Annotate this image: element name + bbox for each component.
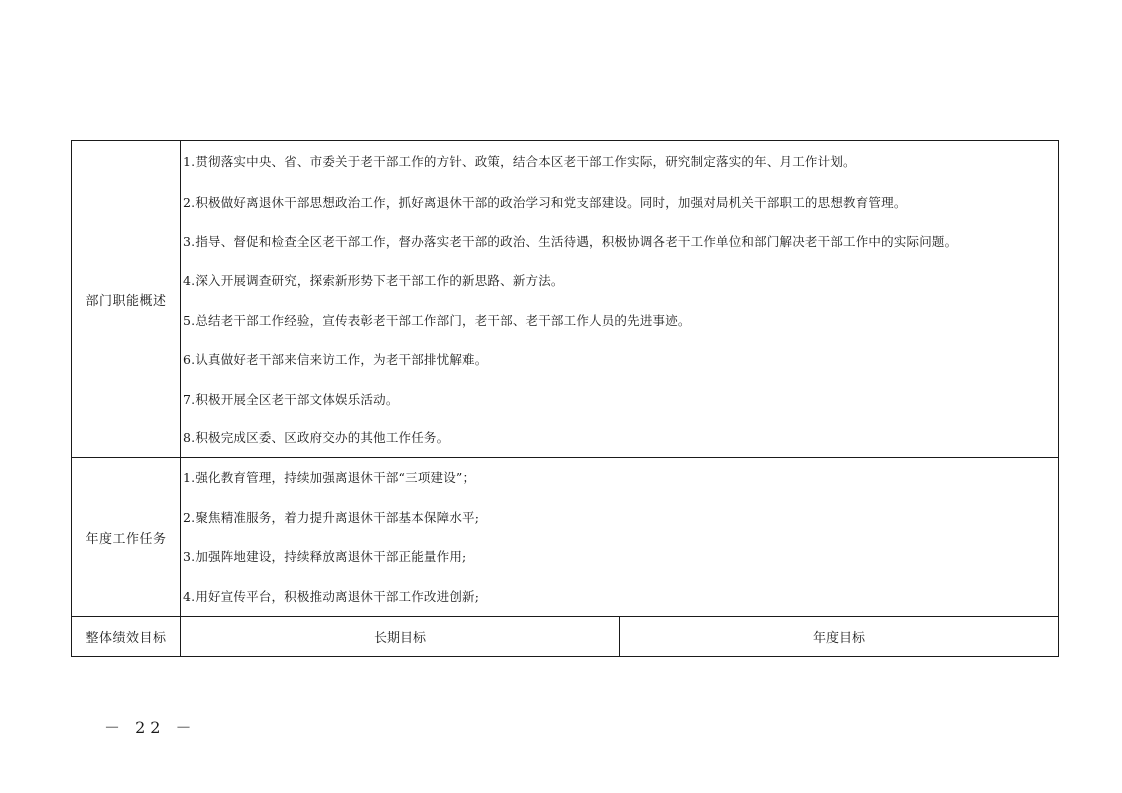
duties-label: 部门职能概述	[72, 141, 181, 458]
goals-label: 整体绩效目标	[72, 617, 181, 657]
duty-item: 5.总结老干部工作经验，宣传表彰老干部工作部门，老干部、老干部工作人员的先进事迹。	[183, 312, 691, 328]
duty-item: 6.认真做好老干部来信来访工作，为老干部排忧解难。	[183, 352, 488, 368]
duty-item: 7.积极开展全区老干部文体娱乐活动。	[183, 391, 399, 407]
goals-row	[72, 617, 1059, 657]
tasks-row	[72, 458, 1059, 617]
tasks-content	[181, 458, 1059, 617]
duty-item: 2.积极做好离退休干部思想政治工作，抓好离退休干部的政治学习和党支部建设。同时，加强对局机关干部职工的思想教育管理。	[183, 194, 907, 210]
duties-content	[181, 141, 1059, 458]
task-item: 3.加强阵地建设，持续释放离退休干部正能量作用;	[183, 549, 467, 565]
duty-item: 4.深入开展调查研究，探索新形势下老干部工作的新思路、新方法。	[183, 273, 564, 289]
duty-item: 8.积极完成区委、区政府交办的其他工作任务。	[183, 430, 450, 446]
tasks-label: 年度工作任务	[72, 458, 181, 617]
task-item: 2.聚焦精准服务，着力提升离退休干部基本保障水平;	[183, 509, 480, 525]
duties-row	[72, 141, 1059, 458]
annual-goal-header: 年度目标	[620, 617, 1059, 657]
long-term-goal-header: 长期目标	[181, 617, 620, 657]
task-item: 4.用好宣传平台，积极推动离退休干部工作改进创新;	[183, 588, 480, 604]
performance-table	[71, 140, 1059, 657]
task-item: 1.强化教育管理，持续加强离退休干部“三项建设”；	[183, 470, 476, 486]
duty-item: 3.指导、督促和检查全区老干部工作，督办落实老干部的政治、生活待遇，积极协调各老干工作单位和部门解决老干部工作中的实际问题。	[183, 234, 958, 250]
duty-item: 1.贯彻落实中央、省、市委关于老干部工作的方针、政策，结合本区老干部工作实际，研究制定落实的年、月工作计划。	[183, 154, 856, 169]
page-number: － 22 －	[104, 718, 197, 737]
